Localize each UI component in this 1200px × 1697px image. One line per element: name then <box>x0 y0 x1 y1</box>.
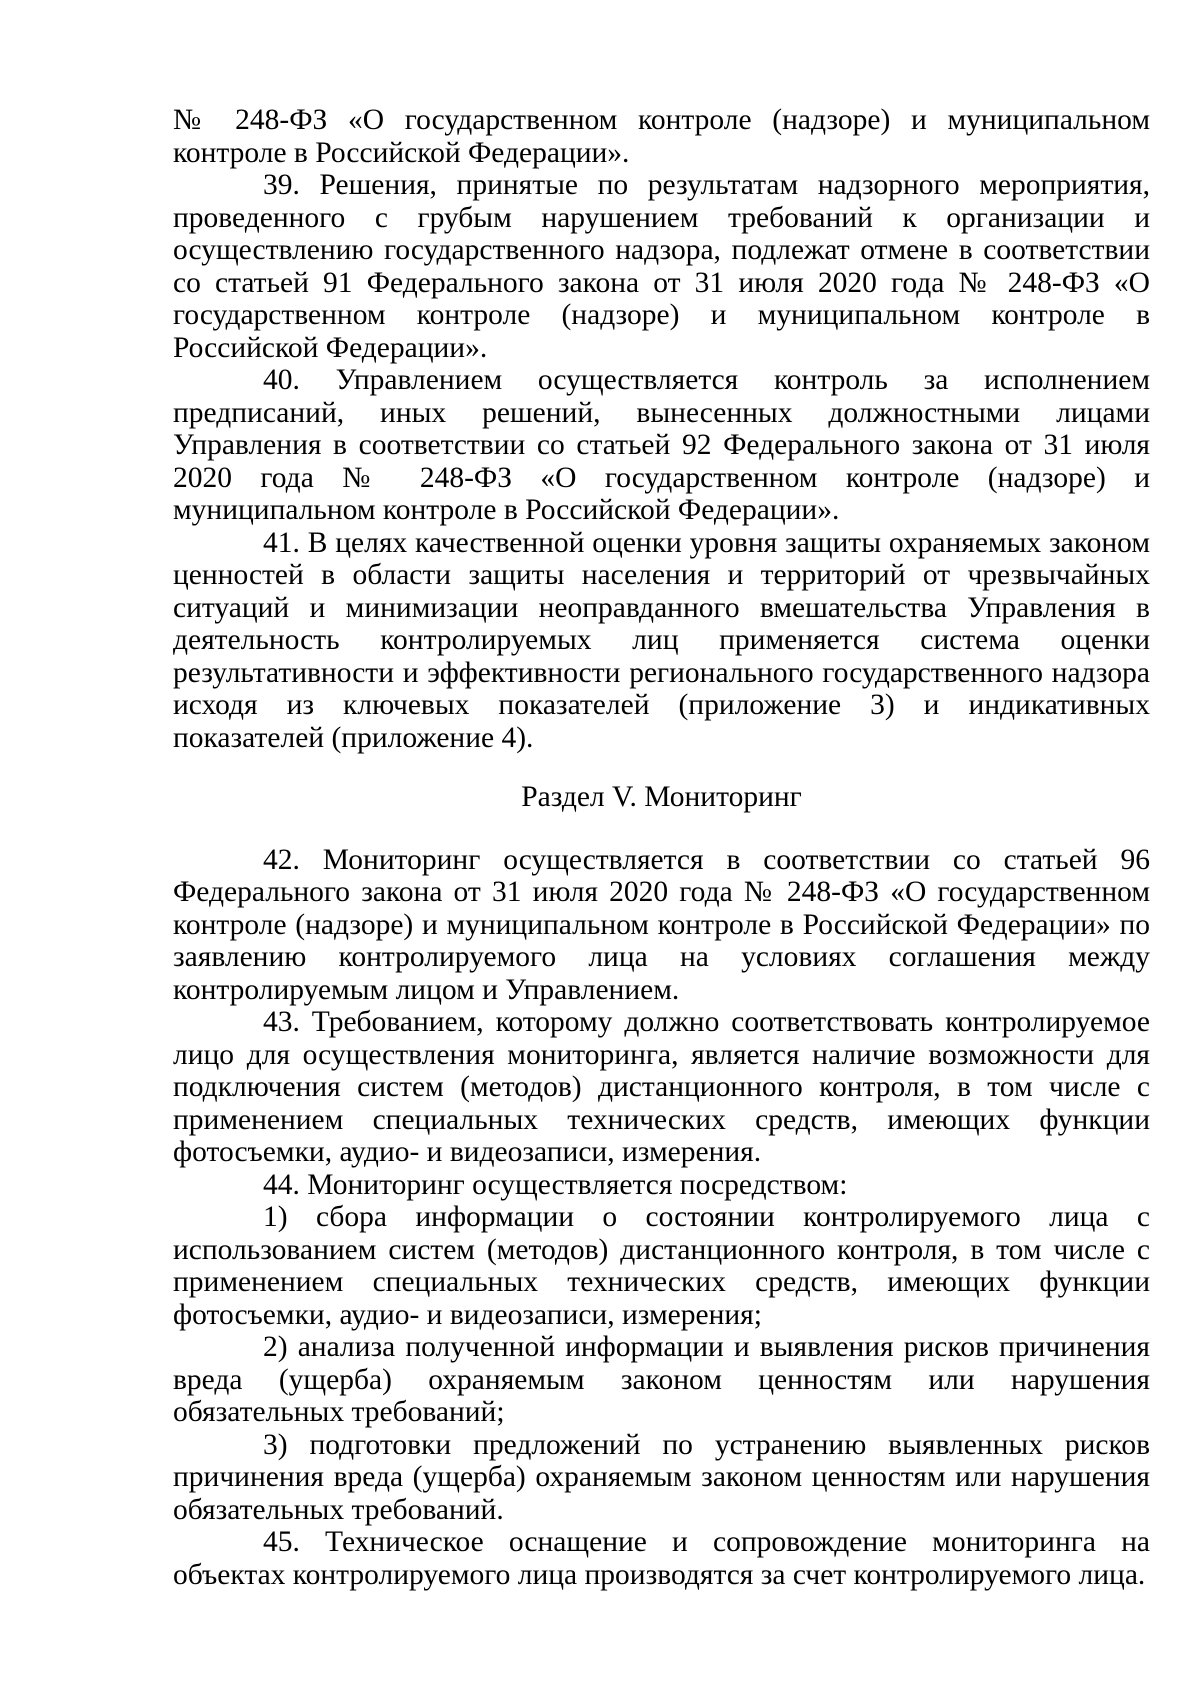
document-page <box>173 104 1150 1591</box>
paragraph-39: 39. Решения, принятые по результатам надзорного мероприятия, проведенного с грубым нарушением требований к организации и осуществлению государственного надзора, подлежат отмене в соответствии со статьей 91 Федерального закона от 31 июля 2020 года № 248-ФЗ «О государственном контроле (надзоре) и муниципальном контроле в Российской Федерации». <box>173 169 1150 364</box>
list-item-3: 3) подготовки предложений по устранению выявленных рисков причинения вреда (ущерба) охраняемым законом ценностям или нарушения обязательных требований. <box>173 1428 1150 1526</box>
list-item-2: 2) анализа полученной информации и выявления рисков причинения вреда (ущерба) охраняемым законом ценностям или нарушения обязательных требований; <box>173 1331 1150 1428</box>
paragraph-continuation: № 248-ФЗ «О государственном контроле (надзоре) и муниципальном контроле в Российской Федерации». <box>173 104 1150 169</box>
section-heading: Раздел V. Мониторинг <box>521 781 802 813</box>
paragraph-43: 43. Требованием, которому должно соответствовать контролируемое лицо для осуществления мониторинга, является наличие возможности для подключения систем (методов) дистанционного контроля, в том числе с применением специальных технических средств, имеющих функции фотосъемки, аудио- и видеозаписи, измерения. <box>173 1006 1150 1168</box>
paragraph-42: 42. Мониторинг осуществляется в соответствии со статьей 96 Федерального закона от 31 июля 2020 года № 248-ФЗ «О государственном контроле (надзоре) и муниципальном контроле в Российской Федерации» по заявлению контролируемого лица на условиях соглашения между контролируемым лицом и Управлением. <box>173 843 1150 1006</box>
paragraph-41: 41. В целях качественной оценки уровня защиты охраняемых законом ценностей в области защиты населения и территорий от чрезвычайных ситуаций и минимизации неоправданного вмешательства Управления в деятельность контролируемых лиц применяется система оценки результативности и эффективности регионального государственного надзора исходя из ключевых показателей (приложение 3) и индикативных показателей (приложение 4). <box>173 526 1150 754</box>
paragraph-45: 45. Техническое оснащение и сопровождение мониторинга на объектах контролируемого лица производятся за счет контролируемого лица. <box>173 1526 1150 1591</box>
paragraph-44: 44. Мониторинг осуществляется посредством: <box>263 1168 848 1201</box>
paragraph-40: 40. Управлением осуществляется контроль за исполнением предписаний, иных решений, вынесенных должностными лицами Управления в соответствии со статьей 92 Федерального закона от 31 июля 2020 года № 248-ФЗ «О государственном контроле (надзоре) и муниципальном контроле в Российской Федерации». <box>173 364 1150 526</box>
list-item-1: 1) сбора информации о состоянии контролируемого лица с использованием систем (методов) дистанционного контроля, в том числе с применением специальных технических средств, имеющих функции фотосъемки, аудио- и видеозаписи, измерения; <box>173 1201 1150 1331</box>
